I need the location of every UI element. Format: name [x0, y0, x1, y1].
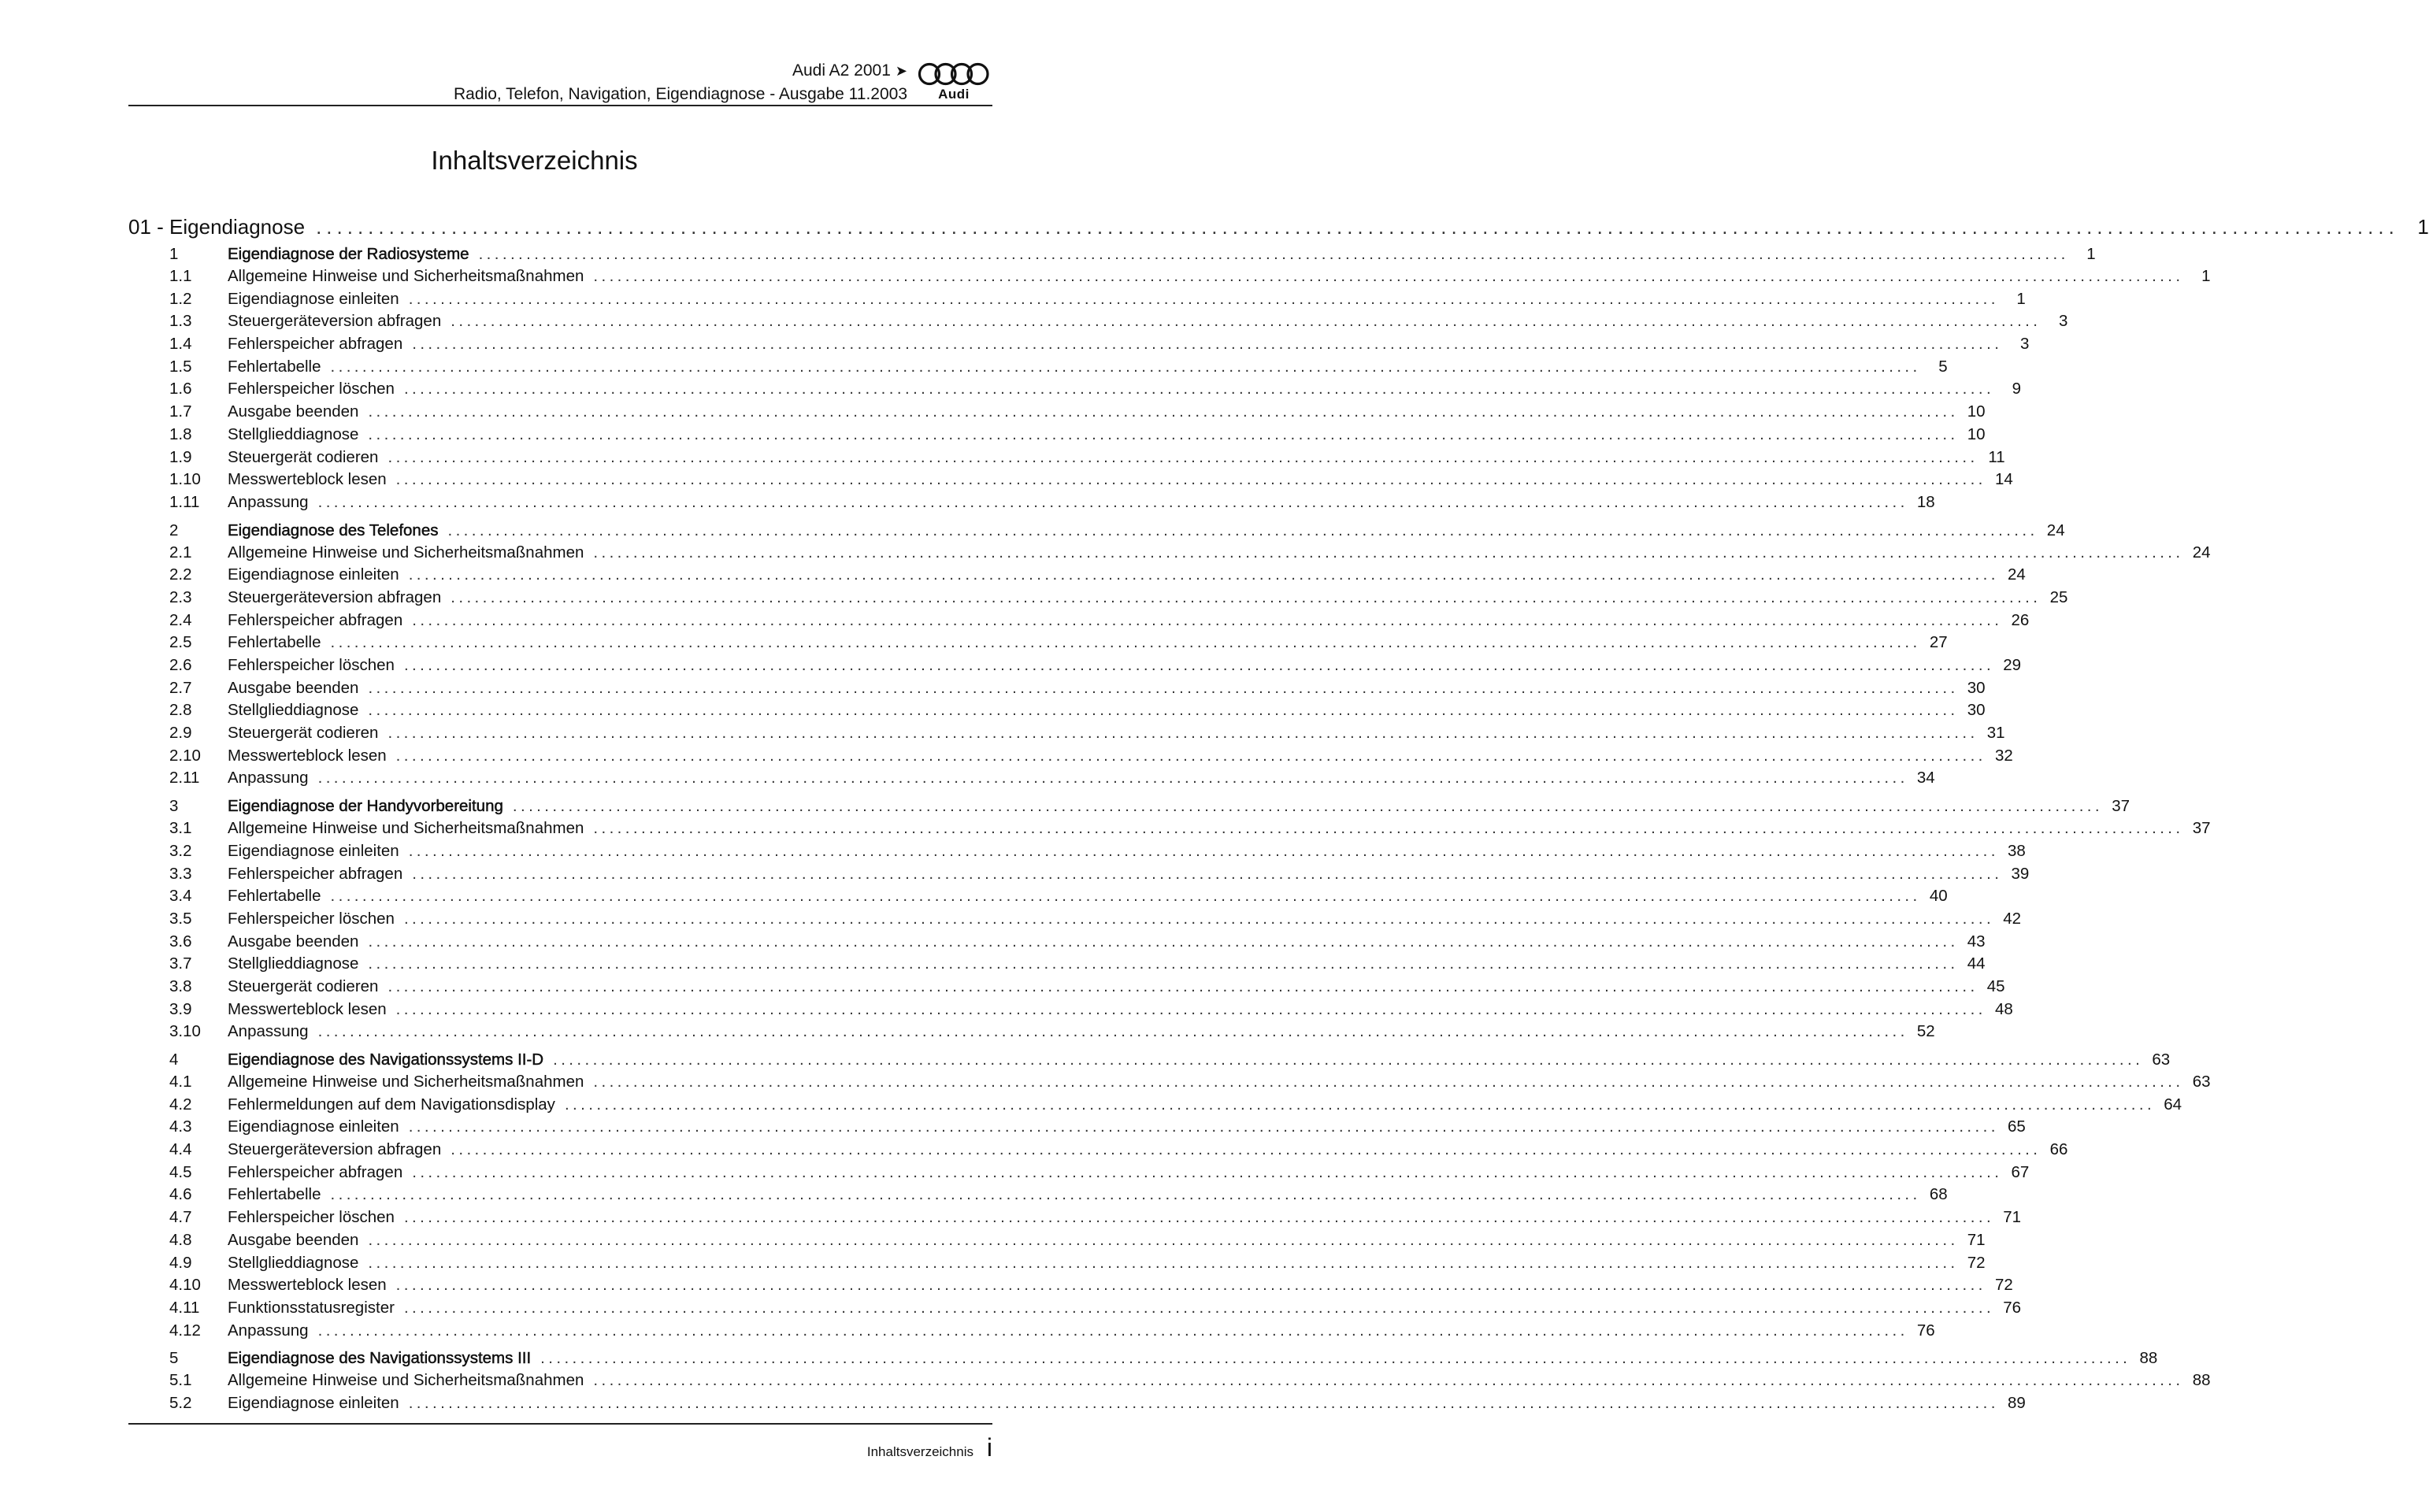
- toc-entry-title: Fehlertabelle: [228, 633, 321, 652]
- toc-section[interactable]: [169, 1297, 2022, 1320]
- toc-entry-number: 4.1: [169, 1073, 192, 1091]
- toc-entry-number: 3.9: [169, 999, 192, 1018]
- audi-logo-text: Audi: [938, 87, 970, 102]
- toc-entry-title: Ausgabe beenden: [228, 402, 359, 421]
- toc-section[interactable]: [169, 401, 1986, 424]
- toc-entry-title: Steuergeräteversion abfragen: [228, 312, 442, 331]
- toc-section[interactable]: [169, 699, 1986, 722]
- toc-entry-number: 2.1: [169, 543, 192, 561]
- toc-section[interactable]: [169, 677, 1986, 700]
- toc-entry-page: 39: [2011, 864, 2030, 883]
- toc-entry-number: 4.3: [169, 1117, 192, 1136]
- toc-entry-number: 5: [169, 1349, 179, 1368]
- toc-entry-title: Messwerteblock lesen: [228, 746, 387, 765]
- toc-entry-title: Stellglieddiagnose: [228, 424, 359, 443]
- toc-entry-number: 1.4: [169, 335, 192, 354]
- toc-section[interactable]: [169, 424, 1986, 447]
- toc-entry-page: 76: [2003, 1298, 2022, 1317]
- toc-entry-page: 72: [1967, 1253, 1986, 1272]
- toc-section[interactable]: [169, 610, 2030, 632]
- toc-entry-title: Fehlerspeicher löschen: [228, 380, 395, 398]
- toc-section[interactable]: [169, 333, 2030, 356]
- toc-entry-title: Fehlertabelle: [228, 357, 321, 376]
- toc-leader-dots: ........................................................................................................................................................................................................: [368, 678, 1959, 697]
- toc-entry-number: 1.5: [169, 357, 192, 376]
- toc-leader-dots: ........................................................................................................................................................................................................: [408, 841, 1999, 860]
- toc-entry-page: 71: [1967, 1230, 1986, 1249]
- toc-section[interactable]: [169, 1274, 2013, 1297]
- toc-section[interactable]: [169, 378, 2022, 401]
- toc-entry-number: 3.6: [169, 932, 192, 951]
- toc-leader-dots: ........................................................................................................................................................................................................: [593, 819, 2184, 838]
- toc-entry-page: 14: [1994, 470, 2013, 489]
- toc-entry-page: 43: [1967, 932, 1986, 951]
- toc-section[interactable]: [169, 1229, 1986, 1252]
- toc-section[interactable]: [169, 976, 2005, 999]
- toc-leader-dots: ........................................................................................................................................................................................................: [408, 565, 1999, 584]
- toc-entry-number: 4.5: [169, 1162, 192, 1181]
- footer-divider: [128, 1423, 992, 1425]
- toc-section[interactable]: [169, 1252, 1986, 1275]
- toc-entry-page: 9: [2012, 380, 2022, 398]
- toc-leader-dots: ........................................................................................................................................................................................................: [395, 999, 1986, 1018]
- toc-entry-number: 3.8: [169, 976, 192, 995]
- toc-section[interactable]: [169, 999, 2013, 1021]
- toc-entry-number: 2: [169, 521, 179, 539]
- toc-entry-page: 32: [1994, 746, 2013, 765]
- toc-leader-dots: ........................................................................................................................................................................................................: [368, 402, 1959, 421]
- toc-leader-dots: ........................................................................................................................................................................................................: [593, 1371, 2184, 1390]
- toc-entry-page: 63: [2152, 1051, 2171, 1069]
- toc-section[interactable]: [169, 1139, 2068, 1162]
- toc-section[interactable]: [169, 745, 2013, 768]
- toc-leader-dots: ........................................................................................................................................................................................................: [388, 447, 1978, 466]
- toc-section[interactable]: [169, 542, 2211, 565]
- toc-entry-title: Ausgabe beenden: [228, 1230, 359, 1249]
- toc-entry-number: 4.4: [169, 1140, 192, 1159]
- toc-entry-number: 4.2: [169, 1095, 192, 1114]
- toc-section[interactable]: [169, 632, 1948, 654]
- toc-section[interactable]: [169, 265, 2211, 288]
- toc-leader-dots: ........................................................................................................................................................................................................: [388, 724, 1978, 743]
- toc-section[interactable]: [169, 1184, 1948, 1206]
- toc-section[interactable]: [169, 310, 2068, 333]
- toc-entry-page: 25: [2049, 587, 2068, 606]
- toc-entry-title: Eigendiagnose einleiten: [228, 841, 399, 860]
- toc-leader-dots: ........................................................................................................................................................................................................: [317, 1321, 1908, 1340]
- table-of-contents: [128, 211, 2429, 1415]
- page-header: [128, 61, 992, 105]
- toc-top-page: 1: [2417, 215, 2429, 239]
- toc-leader-dots: ........................................................................................................................................................................................................: [412, 335, 2003, 354]
- toc-leader-dots: ........................................................................................................................................................................................................: [330, 887, 1921, 906]
- toc-leader-dots: ........................................................................................................................................................................................................: [593, 267, 2184, 285]
- toc-entry-title: Eigendiagnose der Radiosysteme: [228, 245, 469, 263]
- toc-leader-dots: ........................................................................................................................................................................................................: [478, 245, 2069, 263]
- toc-leader-dots: ........................................................................................................................................................................................................: [403, 909, 1995, 928]
- toc-entry-number: 2.6: [169, 656, 192, 674]
- toc-section[interactable]: [169, 885, 1948, 908]
- toc-leader-dots: ........................................................................................................................................................................................................: [330, 1185, 1921, 1204]
- toc-leader-dots: ........................................................................................................................................................................................................: [451, 312, 2041, 331]
- toc-entry-page: 71: [2003, 1208, 2022, 1227]
- toc-leader-dots: ........................................................................................................................................................................................................: [368, 701, 1959, 720]
- toc-leader-dots: ........................................................................................................................................................................................................: [368, 932, 1959, 951]
- footer-page-number: i: [986, 1433, 992, 1462]
- toc-chapter[interactable]: [169, 1048, 2171, 1071]
- toc-entry-number: 3.5: [169, 909, 192, 928]
- toc-section[interactable]: [169, 931, 1986, 954]
- toc-entry-page: 66: [2049, 1140, 2068, 1159]
- toc-entry-title: Fehlertabelle: [228, 887, 321, 906]
- toc-section[interactable]: [169, 1206, 2022, 1229]
- toc-top-entry[interactable]: [128, 211, 2429, 243]
- toc-entry-number: 2.10: [169, 746, 201, 765]
- toc-entry-page: 18: [1916, 492, 1935, 511]
- toc-entry-title: Fehlerspeicher löschen: [228, 656, 395, 674]
- toc-entry-number: 4.6: [169, 1185, 192, 1204]
- toc-leader-dots: ........................................................................................................................................................................................................: [408, 1117, 1999, 1136]
- toc-leader-dots: ........................................................................................................................................................................................................: [403, 1298, 1995, 1317]
- toc-entry-page: 5: [1938, 357, 1948, 376]
- toc-entry-number: 1.11: [169, 492, 200, 511]
- toc-leader-dots: ........................................................................................................................................................................................................: [447, 521, 2038, 539]
- toc-entry-number: 5.1: [169, 1371, 192, 1390]
- toc-entry-title: Ausgabe beenden: [228, 932, 359, 951]
- toc-entry-page: 37: [2112, 797, 2130, 816]
- toc-entry-title: Fehlerspeicher löschen: [228, 909, 395, 928]
- toc-leader-dots: ........................................................................................................................................................................................................: [412, 610, 2003, 629]
- toc-section[interactable]: [169, 767, 1935, 790]
- toc-entry-page: 10: [1967, 402, 1986, 421]
- toc-entry-number: 3.2: [169, 841, 192, 860]
- toc-section[interactable]: [169, 840, 2026, 863]
- toc-section[interactable]: [169, 1162, 2030, 1184]
- toc-entry-page: 48: [1994, 999, 2013, 1018]
- toc-entry-title: Allgemeine Hinweise und Sicherheitsmaßnahmen: [228, 267, 584, 285]
- toc-leader-dots: ........................................................................................................................................................................................................: [593, 1073, 2184, 1091]
- page-title: Inhaltsverzeichnis: [431, 146, 638, 175]
- toc-leader-dots: ........................................................................................................................................................................................................: [317, 769, 1908, 788]
- toc-entry-page: 38: [2008, 841, 2026, 860]
- toc-entry-number: 1.2: [169, 289, 192, 308]
- toc-section[interactable]: [169, 469, 2013, 491]
- toc-leader-dots: ........................................................................................................................................................................................................: [564, 1095, 2156, 1114]
- toc-section[interactable]: [169, 288, 2026, 311]
- toc-leader-dots: ........................................................................................................................................................................................................: [412, 1162, 2003, 1181]
- toc-entry-page: 29: [2003, 656, 2022, 674]
- toc-section[interactable]: [169, 722, 2005, 745]
- toc-entry-page: 24: [2046, 521, 2065, 539]
- toc-section[interactable]: [169, 1116, 2026, 1139]
- toc-section[interactable]: [169, 356, 1948, 379]
- toc-entry-title: Fehlerspeicher löschen: [228, 1208, 395, 1227]
- toc-entry-title: Anpassung: [228, 1321, 309, 1340]
- toc-section[interactable]: [169, 1021, 1935, 1043]
- toc-entry-title: Stellglieddiagnose: [228, 1253, 359, 1272]
- toc-entry-number: 3.3: [169, 864, 192, 883]
- toc-entry-number: 1.7: [169, 402, 192, 421]
- toc-entry-page: 72: [1994, 1276, 2013, 1295]
- toc-entry-title: Eigendiagnose einleiten: [228, 1393, 399, 1412]
- toc-leader-dots: ........................................................................................................................................................................................................: [451, 1140, 2041, 1159]
- toc-entry-page: 3: [2019, 335, 2030, 354]
- toc-entry-page: 89: [2008, 1393, 2026, 1412]
- toc-entry-page: 45: [1986, 976, 2005, 995]
- toc-entry-number: 2.3: [169, 587, 192, 606]
- toc-section[interactable]: [169, 1320, 1935, 1343]
- toc-entry-page: 1: [2201, 267, 2211, 285]
- toc-entry-page: 30: [1967, 701, 1986, 720]
- toc-entry-page: 27: [1929, 633, 1948, 652]
- toc-section[interactable]: [169, 953, 1986, 976]
- toc-entry-number: 2.2: [169, 565, 192, 584]
- toc-entry-title: Messwerteblock lesen: [228, 999, 387, 1018]
- toc-entry-number: 2.4: [169, 610, 192, 629]
- toc-entry-page: 24: [2008, 565, 2026, 584]
- toc-leader-dots: ........................................................................................................................................................................................................: [368, 424, 1959, 443]
- toc-entry-number: 5.2: [169, 1393, 192, 1412]
- toc-entry-title: Steuergerät codieren: [228, 724, 379, 743]
- toc-leader-dots: ........................................................................................................................................................................................................: [317, 492, 1908, 511]
- toc-entry-title: Fehlerspeicher abfragen: [228, 864, 403, 883]
- toc-entry-number: 3.7: [169, 954, 192, 973]
- toc-section[interactable]: [169, 564, 2026, 587]
- toc-entry-number: 1.1: [169, 267, 192, 285]
- toc-section[interactable]: [169, 908, 2022, 931]
- toc-leader-dots: ........................................................................................................................................................................................................: [388, 976, 1978, 995]
- toc-entry-title: Anpassung: [228, 1022, 309, 1041]
- toc-entry-page: 34: [1916, 769, 1935, 788]
- toc-entry-number: 2.9: [169, 724, 192, 743]
- toc-entry-page: 10: [1967, 424, 1986, 443]
- toc-entry-title: Allgemeine Hinweise und Sicherheitsmaßnahmen: [228, 543, 584, 561]
- toc-entry-page: 26: [2011, 610, 2030, 629]
- toc-entry-title: Fehlerspeicher abfragen: [228, 1162, 403, 1181]
- toc-entry-title: Stellglieddiagnose: [228, 954, 359, 973]
- header-model: [792, 61, 907, 80]
- toc-leader-dots: ........................................................................................................................................................................................................: [395, 470, 1986, 489]
- header-subtitle: Radio, Telefon, Navigation, Eigendiagnose - Ausgabe 11.2003: [454, 85, 907, 103]
- toc-entry-number: 4.12: [169, 1321, 201, 1340]
- toc-chapter[interactable]: [169, 1347, 2158, 1369]
- toc-entry-page: 11: [1988, 447, 2005, 466]
- toc-leader-dots: ........................................................................................................................................................................................................: [540, 1349, 2131, 1368]
- toc-entry-title: Eigendiagnose des Telefones: [228, 521, 439, 539]
- toc-entry-title: Fehlerspeicher abfragen: [228, 335, 403, 354]
- toc-section[interactable]: [169, 654, 2022, 677]
- toc-entry-page: 1: [2016, 289, 2026, 308]
- toc-entry-page: 52: [1916, 1022, 1935, 1041]
- toc-leader-dots: ........................................................................................................................................................................................................: [403, 1208, 1995, 1227]
- toc-leader-dots: ........................................................................................................................................................................................................: [408, 289, 1999, 308]
- header-divider: [128, 105, 992, 106]
- footer-label: Inhaltsverzeichnis: [866, 1444, 973, 1459]
- toc-entry-page: 44: [1967, 954, 1986, 973]
- toc-entry-title: Eigendiagnose einleiten: [228, 565, 399, 584]
- toc-leader-dots: ........................................................................................................................................................................................................: [403, 380, 1995, 398]
- toc-entry-title: Fehlerspeicher abfragen: [228, 610, 403, 629]
- toc-entry-number: 2.8: [169, 701, 192, 720]
- toc-leader-dots: ........................................................................................................................................................................................................: [553, 1051, 2144, 1069]
- toc-chapter[interactable]: [169, 519, 2065, 542]
- toc-entry-number: 4.10: [169, 1276, 201, 1295]
- toc-entry-number: 2.5: [169, 633, 192, 652]
- toc-leader-dots: ........................................................................................................................................................................................................: [330, 633, 1921, 652]
- toc-entry-page: 65: [2008, 1117, 2026, 1136]
- audi-logo: [915, 61, 992, 102]
- toc-entry-page: 30: [1967, 678, 1986, 697]
- toc-entry-number: 4.9: [169, 1253, 192, 1272]
- toc-entry-number: 1.3: [169, 312, 192, 331]
- toc-entry-number: 1.8: [169, 424, 192, 443]
- toc-entry-page: 64: [2164, 1095, 2182, 1114]
- toc-entry-number: 2.7: [169, 678, 192, 697]
- toc-entry-number: 4.11: [169, 1298, 200, 1317]
- toc-entry-title: Allgemeine Hinweise und Sicherheitsmaßnahmen: [228, 1073, 584, 1091]
- toc-top-title: 01 - Eigendiagnose: [128, 215, 306, 239]
- toc-entry-title: Messwerteblock lesen: [228, 1276, 387, 1295]
- toc-entry-title: Funktionsstatusregister: [228, 1298, 395, 1317]
- toc-section[interactable]: [169, 817, 2211, 840]
- toc-leader-dots: ........................................................................................................................................................................................................: [395, 746, 1986, 765]
- arrow-right-icon: ➤: [895, 63, 907, 79]
- toc-leader-dots: ........................................................................................................................................................................................................: [368, 954, 1959, 973]
- toc-entry-number: 4.7: [169, 1208, 192, 1227]
- toc-section[interactable]: [169, 863, 2030, 886]
- toc-leader-dots: ........................................................................................................................................................................................................: [330, 357, 1921, 376]
- toc-entry-page: 3: [2058, 312, 2068, 331]
- header-model-text: Audi A2 2001: [792, 61, 891, 80]
- toc-leader-dots: ........................................................................................................................................................................................................: [451, 587, 2041, 606]
- toc-leader-dots: ........................................................................................................................................................................................................: [412, 864, 2003, 883]
- toc-entry-page: 24: [2192, 543, 2211, 561]
- toc-entry-number: 2.11: [169, 769, 200, 788]
- toc-leader-dots: ........................................................................................................................................................................................................: [317, 1022, 1908, 1041]
- toc-entry-title: Anpassung: [228, 769, 309, 788]
- toc-entry-page: 88: [2192, 1371, 2211, 1390]
- toc-entry-title: Eigendiagnose einleiten: [228, 1117, 399, 1136]
- toc-section[interactable]: [169, 1392, 2026, 1415]
- toc-entry-title: Eigendiagnose des Navigationssystems III: [228, 1349, 532, 1368]
- toc-entry-page: 42: [2003, 909, 2022, 928]
- toc-leader-dots: ........................................................................................................................................................................................................: [368, 1230, 1959, 1249]
- toc-entry-title: Allgemeine Hinweise und Sicherheitsmaßnahmen: [228, 1371, 584, 1390]
- toc-leader-dots: ........................................................................................................................................................................................................: [316, 215, 2399, 239]
- toc-entry-number: 1.6: [169, 380, 192, 398]
- toc-section[interactable]: [169, 1071, 2211, 1094]
- toc-entry-title: Eigendiagnose einleiten: [228, 289, 399, 308]
- toc-chapter[interactable]: [169, 795, 2130, 817]
- toc-leader-dots: ........................................................................................................................................................................................................: [512, 797, 2104, 816]
- toc-entry-title: Steuergeräteversion abfragen: [228, 1140, 442, 1159]
- toc-entry-number: 1.9: [169, 447, 192, 466]
- toc-entry-number: 4: [169, 1051, 179, 1069]
- toc-section[interactable]: [169, 1369, 2211, 1392]
- toc-entry-page: 63: [2192, 1073, 2211, 1091]
- toc-entry-page: 1: [2086, 245, 2096, 263]
- toc-entry-number: 3.10: [169, 1022, 201, 1041]
- toc-entry-number: 1.10: [169, 470, 201, 489]
- toc-entry-title: Ausgabe beenden: [228, 678, 359, 697]
- toc-entry-page: 88: [2139, 1349, 2158, 1368]
- toc-leader-dots: ........................................................................................................................................................................................................: [368, 1253, 1959, 1272]
- toc-section[interactable]: [169, 447, 2005, 469]
- toc-section[interactable]: [169, 587, 2068, 610]
- toc-entry-page: 37: [2192, 819, 2211, 838]
- toc-entry-page: 68: [1929, 1185, 1948, 1204]
- toc-entry-title: Steuergerät codieren: [228, 976, 379, 995]
- toc-leader-dots: ........................................................................................................................................................................................................: [593, 543, 2184, 561]
- toc-entry-title: Fehlertabelle: [228, 1185, 321, 1204]
- toc-entry-title: Steuergeräteversion abfragen: [228, 587, 442, 606]
- toc-entry-title: Messwerteblock lesen: [228, 470, 387, 489]
- toc-entry-number: 1: [169, 245, 179, 263]
- toc-entry-title: Eigendiagnose des Navigationssystems II-D: [228, 1051, 544, 1069]
- toc-entry-title: Anpassung: [228, 492, 309, 511]
- toc-leader-dots: ........................................................................................................................................................................................................: [408, 1393, 1999, 1412]
- toc-entry-title: Eigendiagnose der Handyvorbereitung: [228, 797, 503, 816]
- toc-entry-number: 3.4: [169, 887, 192, 906]
- toc-entry-page: 40: [1929, 887, 1948, 906]
- toc-entry-number: 3: [169, 797, 179, 816]
- toc-chapter[interactable]: [169, 243, 2096, 265]
- toc-entry-title: Allgemeine Hinweise und Sicherheitsmaßnahmen: [228, 819, 584, 838]
- toc-entry-page: 67: [2011, 1162, 2030, 1181]
- toc-entry-title: Stellglieddiagnose: [228, 701, 359, 720]
- toc-entry-page: 31: [1986, 724, 2005, 743]
- toc-section[interactable]: [169, 1094, 2182, 1117]
- toc-entry-number: 3.1: [169, 819, 192, 838]
- toc-leader-dots: ........................................................................................................................................................................................................: [395, 1276, 1986, 1295]
- toc-entry-title: Fehlermeldungen auf dem Navigationsdisplay: [228, 1095, 555, 1114]
- toc-entry-title: Steuergerät codieren: [228, 447, 379, 466]
- toc-entry-number: 4.8: [169, 1230, 192, 1249]
- toc-entry-page: 76: [1916, 1321, 1935, 1340]
- toc-section[interactable]: [169, 491, 1935, 514]
- toc-leader-dots: ........................................................................................................................................................................................................: [403, 656, 1995, 674]
